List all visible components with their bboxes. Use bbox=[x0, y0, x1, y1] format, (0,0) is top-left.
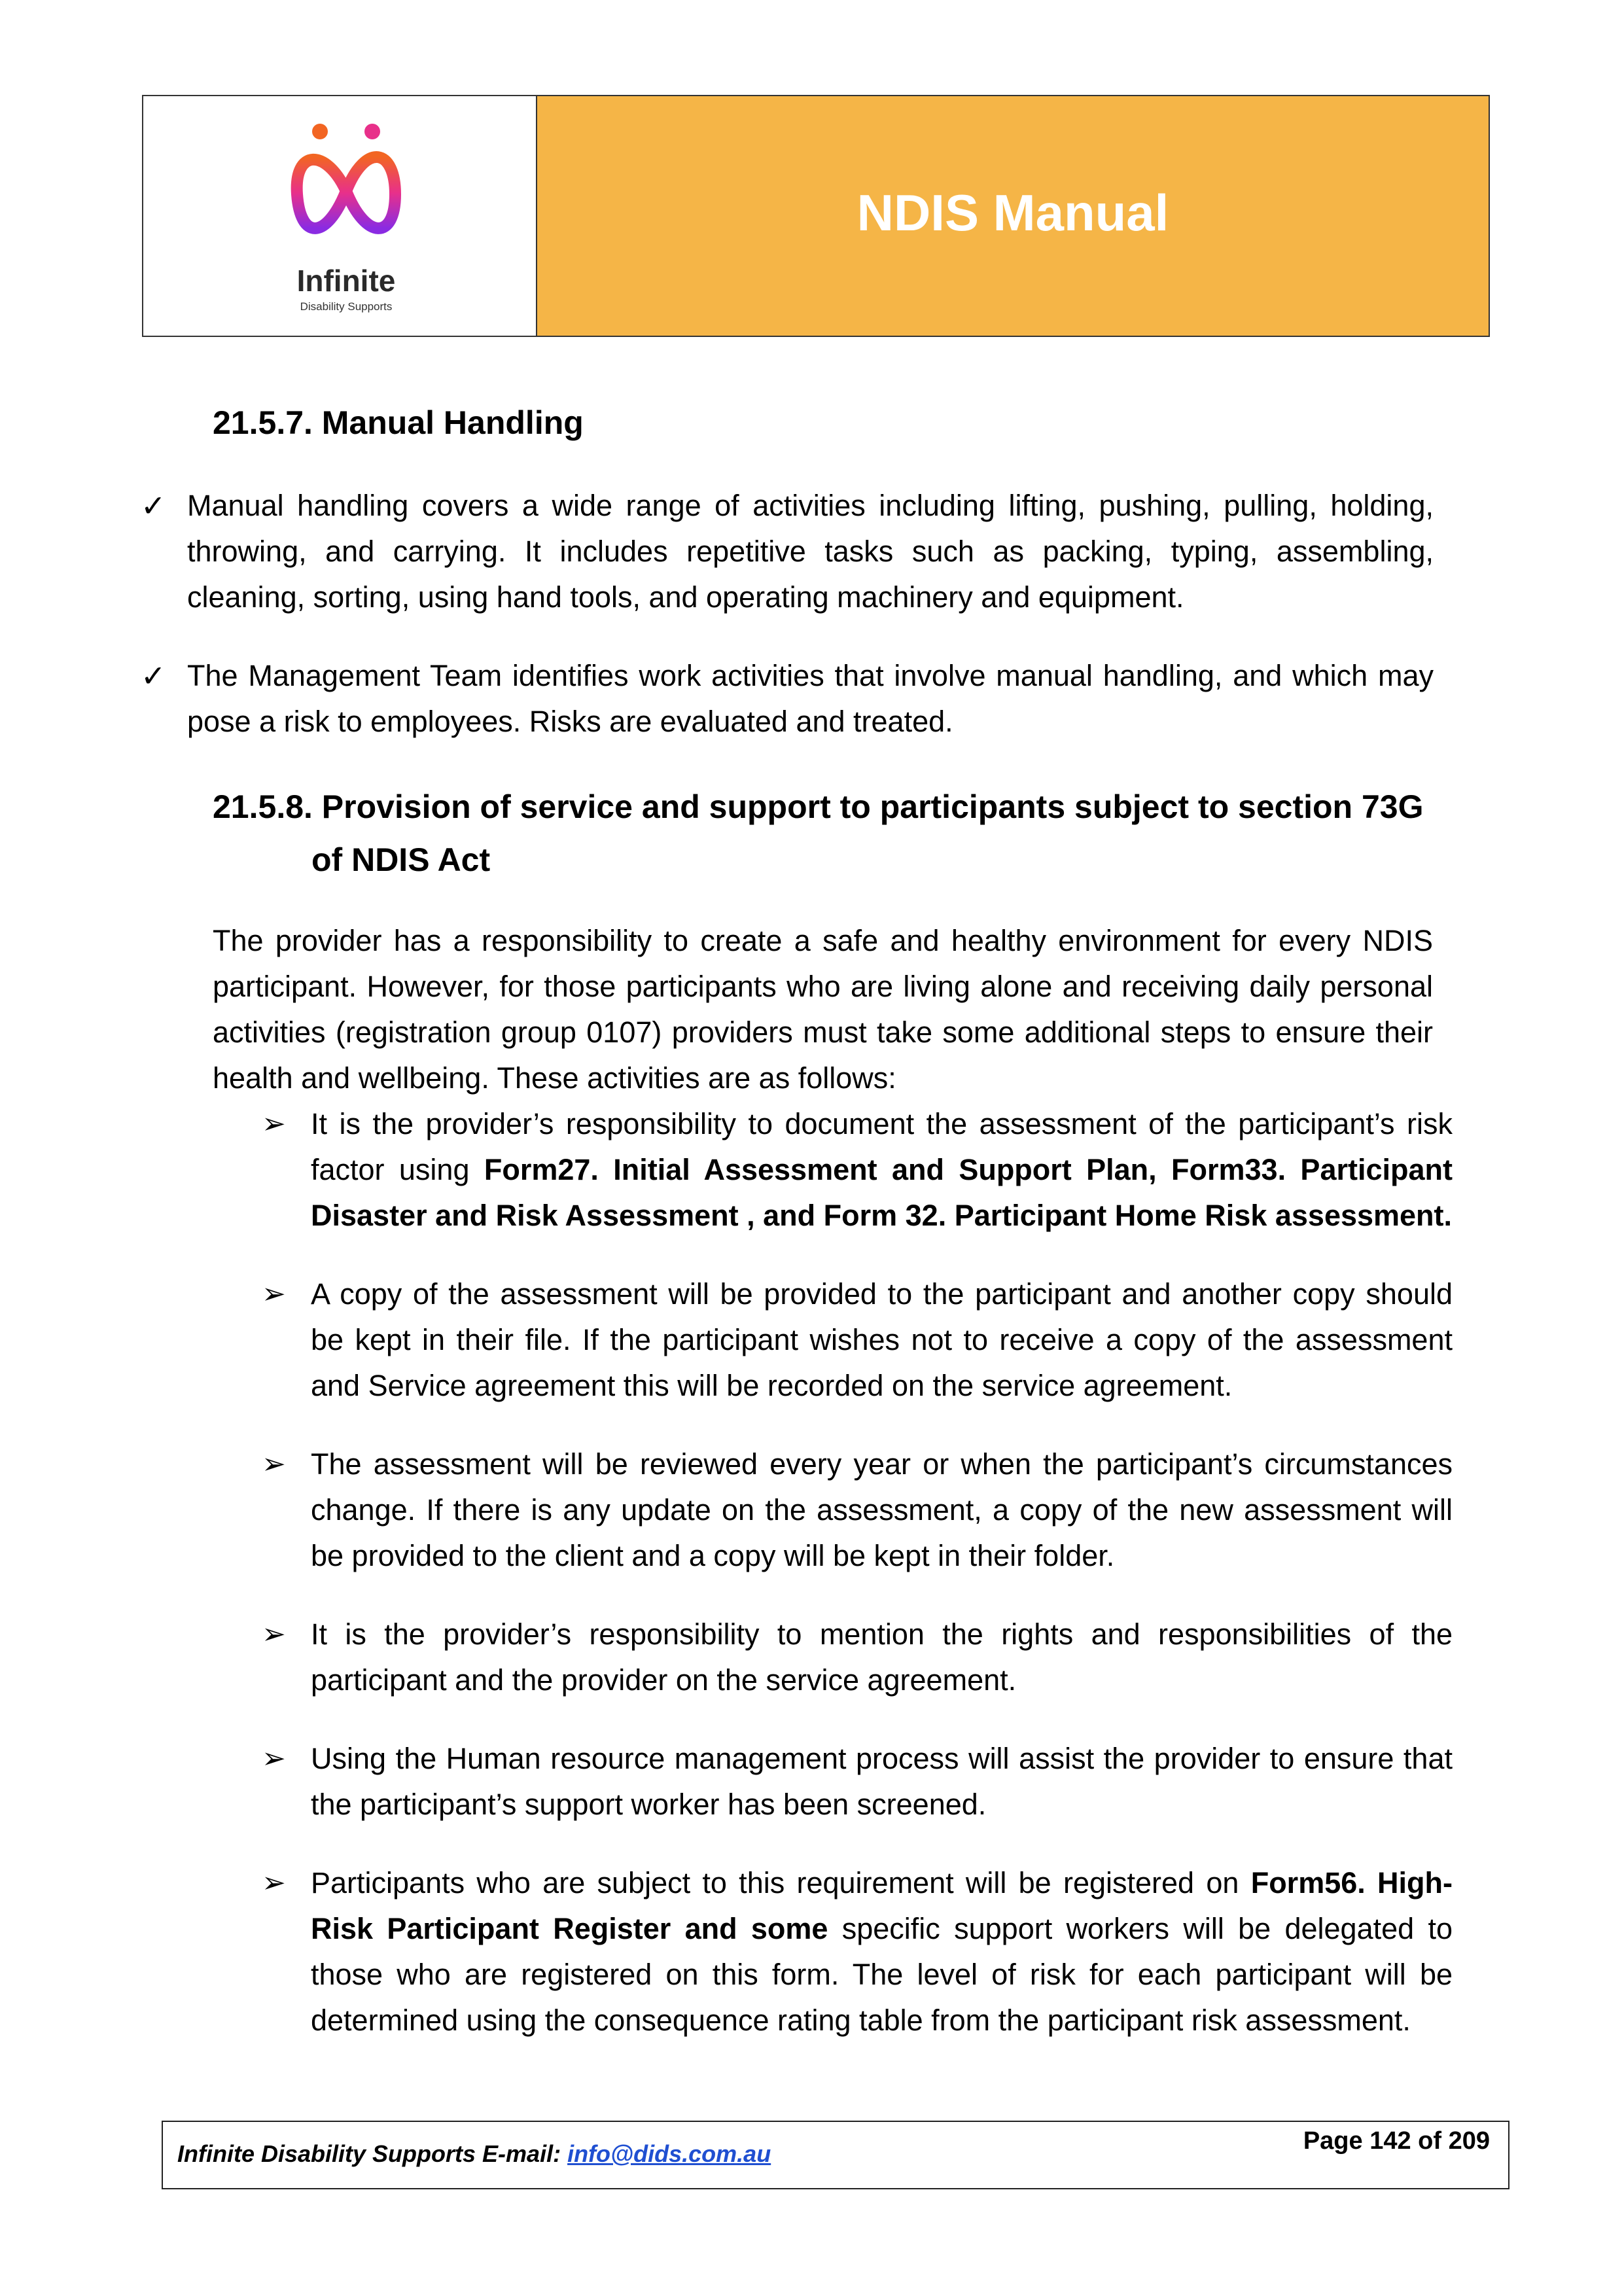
logo-cell bbox=[143, 96, 537, 336]
checkmark-icon: ✓ bbox=[141, 489, 166, 523]
page-footer bbox=[162, 2121, 1509, 2189]
footer-label: Infinite Disability Supports E-mail: bbox=[177, 2140, 568, 2167]
infinity-logo-icon bbox=[281, 122, 412, 260]
arrow-bullet-icon: ➢ bbox=[262, 1108, 286, 1140]
item-bold-text: Form56. High-Risk Participant Register and some bbox=[311, 1866, 1453, 1945]
company-logo bbox=[281, 122, 412, 319]
page-header bbox=[142, 95, 1490, 337]
logo-name: Infinite bbox=[296, 264, 396, 298]
checkmark-icon: ✓ bbox=[141, 659, 166, 693]
item-text: specific support workers will be delegated to those who are registered on this form. The level of risk for each participant will be determined using the consequence rating table from the participant risk assessment. bbox=[311, 1912, 1453, 2037]
bullet-manual-handling-scope bbox=[187, 483, 1434, 620]
arrow-bullet-icon: ➢ bbox=[262, 1448, 286, 1480]
list-item bbox=[311, 1860, 1453, 2043]
arrow-bullet-icon: ➢ bbox=[262, 1742, 286, 1775]
list-item bbox=[311, 1441, 1453, 1579]
list-item bbox=[311, 1101, 1453, 1239]
item-text: The assessment will be reviewed every year or when the participant’s circumstances change. If there is any update on the assessment, a copy of the new assessment will be provided to the client and a copy will be kept in their folder. bbox=[311, 1447, 1453, 1572]
list-item bbox=[311, 1736, 1453, 1828]
section-heading-manual-handling: 21.5.7. Manual Handling bbox=[213, 404, 584, 441]
item-text: It is the provider’s responsibility to mention the rights and responsibilities of the participant and the provider on the service agreement. bbox=[311, 1617, 1453, 1697]
footer-contact bbox=[177, 2140, 771, 2168]
logo-subtitle: Disability Supports bbox=[300, 300, 393, 313]
section-heading-provision: 21.5.8. Provision of service and support to participants subject to section 73G bbox=[213, 788, 1424, 825]
bullet-text: Manual handling covers a wide range of activities including lifting, pushing, pulling, holding, throwing, and carrying. It includes repetitive tasks such as packing, typing, assembling, cleaning, sorting, using hand tools, and operating machinery and equipment. bbox=[187, 489, 1434, 614]
item-text: It is the provider’s responsibility to document the assessment of the participant’s risk factor using bbox=[311, 1107, 1453, 1186]
list-item bbox=[311, 1612, 1453, 1703]
bullet-text: The Management Team identifies work activities that involve manual handling, and which may pose a risk to employees. Risks are evaluated and treated. bbox=[187, 659, 1434, 738]
item-text: Participants who are subject to this requirement will be registered on bbox=[311, 1866, 1251, 1899]
list-item bbox=[311, 1271, 1453, 1409]
title-cell bbox=[537, 96, 1489, 336]
item-text: A copy of the assessment will be provided to the participant and another copy should be kept in their file. If the participant wishes not to receive a copy of the assessment and Service agreement this will be recorded on the service agreement. bbox=[311, 1277, 1453, 1402]
intro-text: The provider has a responsibility to create a safe and healthy environment for every NDIS participant. However, for those participants who are living alone and receiving daily personal activities (registration group 0107) providers must take some additional steps to ensure their health and wellbeing. These activities are as follows: bbox=[213, 924, 1433, 1095]
intro-paragraph bbox=[213, 918, 1433, 1101]
arrow-bullet-icon: ➢ bbox=[262, 1278, 286, 1310]
section-heading-provision-line2: of NDIS Act bbox=[311, 841, 491, 878]
email-link[interactable]: info@dids.com.au bbox=[567, 2140, 771, 2167]
item-bold-text: Form27. Initial Assessment and Support Plan, Form33. Participant Disaster and Risk Assessment , and Form 32. Participant Home Risk assessment. bbox=[311, 1153, 1453, 1232]
page-number: Page 142 of 209 bbox=[1303, 2127, 1490, 2155]
arrow-bullet-icon: ➢ bbox=[262, 1618, 286, 1650]
item-text: Using the Human resource management process will assist the provider to ensure that the participant’s support worker has been screened. bbox=[311, 1742, 1453, 1821]
arrow-bullet-icon: ➢ bbox=[262, 1867, 286, 1899]
document-title: NDIS Manual bbox=[856, 183, 1169, 241]
bullet-management-team bbox=[187, 653, 1434, 745]
